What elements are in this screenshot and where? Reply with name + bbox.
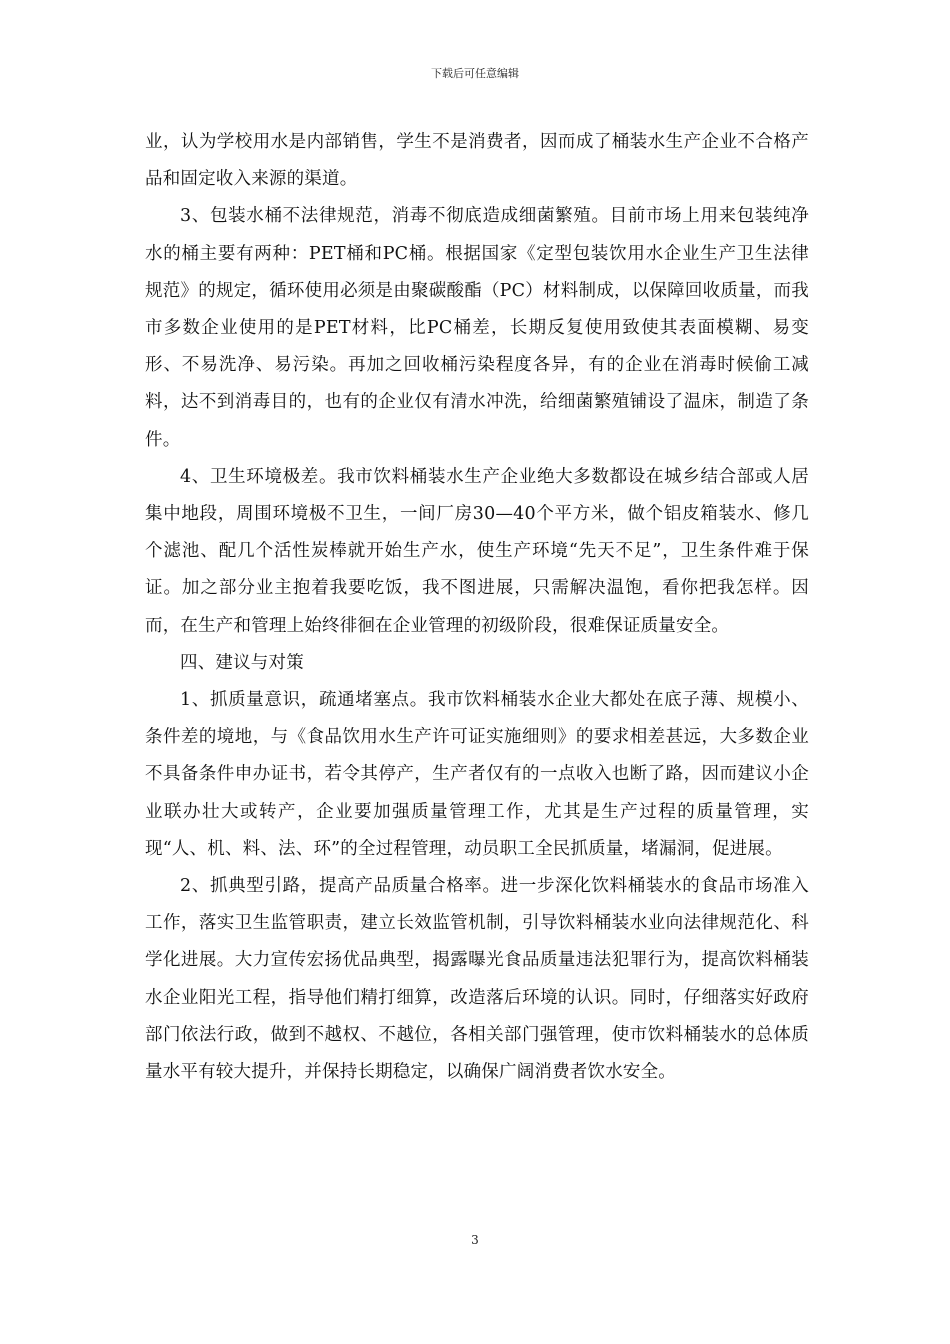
document-body <box>145 124 809 1091</box>
paragraph-suggestion-2: 2、抓典型引路，提高产品质量合格率。进一步深化饮料桶装水的食品市场准入工作，落实卫生监管职责，建立长效监管机制，引导饮料桶装水业向法律规范化、科学化进展。大力宣传宏扬优品典型，揭露曝光食品质量违法犯罪行为，提高饮料桶装水企业阳光工程，指导他们精打细算，改造落后环境的认识。同时，仔细落实好政府部门依法行政，做到不越权、不越位，各相关部门强管理，使市饮料桶装水的总体质量水平有较大提升，并保持长期稳定，以确保广阔消费者饮水安全。 <box>145 876 809 1083</box>
paragraph-item-3: 3、包装水桶不法律规范，消毒不彻底造成细菌繁殖。目前市场上用来包装纯净水的桶主要有两种：PET桶和PC桶。根据国家《定型包装饮用水企业生产卫生法律规范》的规定，循环使用必须是由聚碳酸酯（PC）材料制成，以保障回收质量，而我市多数企业使用的是PET材料，比PC桶差，长期反复使用致使其表面模糊、易变形、不易洗净、易污染。再加之回收桶污染程度各异，有的企业在消毒时候偷工减料，达不到消毒目的，也有的企业仅有清水冲洗，给细菌繁殖铺设了温床，制造了条件。 <box>145 206 809 450</box>
paragraph-item-4: 4、卫生环境极差。我市饮料桶装水生产企业绝大多数都设在城乡结合部或人居集中地段，周围环境极不卫生，一间厂房30—40个平方米，做个铝皮箱装水、修几个滤池、配几个活性炭棒就开始生产水，使生产环境“先天不足”，卫生条件难于保证。加之部分业主抱着我要吃饭，我不图进展，只需解决温饱，看你把我怎样。因而，在生产和管理上始终徘徊在企业管理的初级阶段，很难保证质量安全。 <box>145 466 809 636</box>
paragraph-suggestion-1: 1、抓质量意识，疏通堵塞点。我市饮料桶装水企业大都处在底子薄、规模小、条件差的境地，与《食品饮用水生产许可证实施细则》的要求相差甚远，大多数企业不具备条件申办证书，若令其停产，生产者仅有的一点收入也断了路，因而建议小企业联办壮大或转产，企业要加强质量管理工作，尤其是生产过程的质量管理，实现“人、机、料、法、环”的全过程管理，动员职工全民抓质量，堵漏洞，促进展。 <box>145 690 809 859</box>
page-number: 3 <box>471 1233 479 1247</box>
section-heading-4: 四、建议与对策 <box>180 652 304 673</box>
page-header: 下载后可任意编辑 <box>431 67 519 80</box>
paragraph-continuation: 业，认为学校用水是内部销售，学生不是消费者，因而成了桶装水生产企业不合格产品和固定收入来源的渠道。 <box>145 132 809 190</box>
